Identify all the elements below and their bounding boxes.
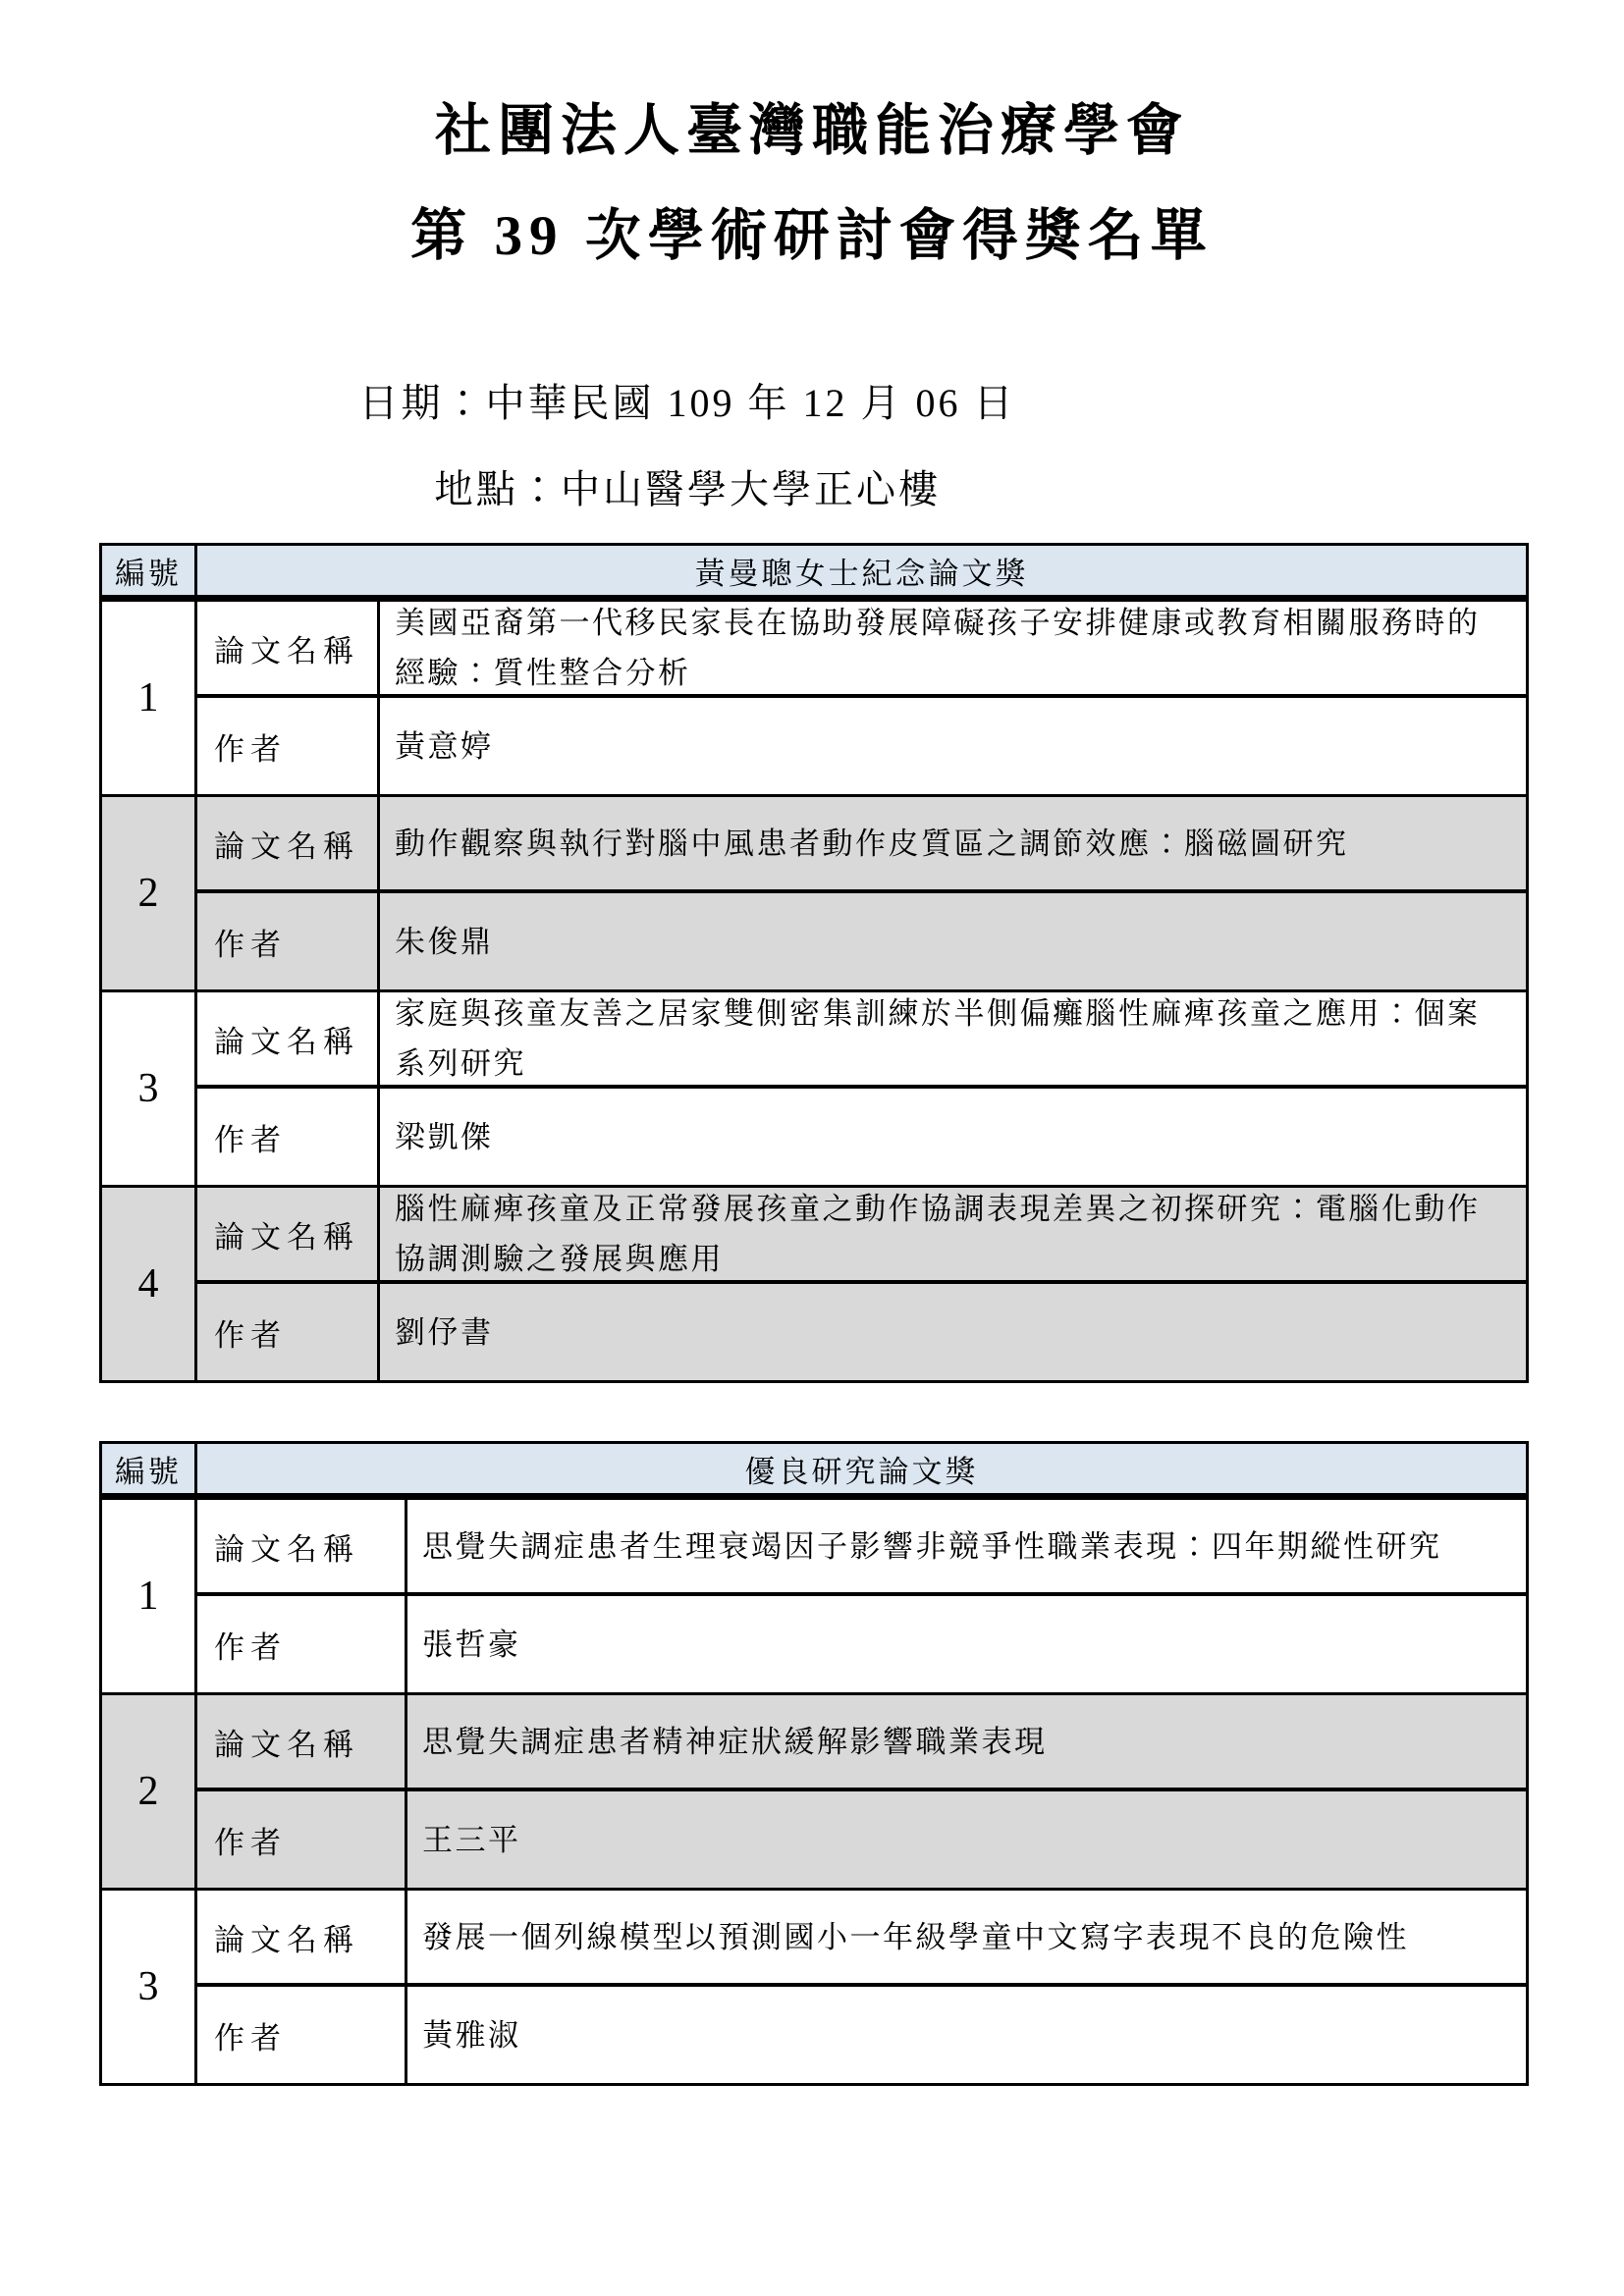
author-value: 朱俊鼎 xyxy=(395,924,494,959)
table-row xyxy=(102,1888,1526,2083)
author-value: 張哲豪 xyxy=(422,1627,521,1662)
paper-title-label: 論文名稱 xyxy=(197,1188,380,1284)
table-row xyxy=(102,1497,1526,1692)
date-line: 日期：中華民國 109 年 12 月 06 日 xyxy=(358,381,1016,425)
number-column-header: 編號 xyxy=(102,546,197,595)
entry-number: 1 xyxy=(102,602,197,794)
entry-number: 3 xyxy=(102,992,197,1185)
award-title-header: 黃曼聰女士紀念論文獎 xyxy=(694,556,1029,591)
paper-title-value: 動作觀察與執行對腦中風患者動作皮質區之調節效應：腦磁圖研究 xyxy=(380,797,1526,893)
table-row xyxy=(102,989,1526,1185)
author-label: 作者 xyxy=(197,698,380,794)
location-line: 地點：中山醫學大學正心樓 xyxy=(434,467,941,511)
document-title-line2: 第 39 次學術研討會得獎名單 xyxy=(410,205,1214,267)
entry-number: 3 xyxy=(102,1891,197,2083)
author-label: 作者 xyxy=(197,1987,407,2083)
paper-title-label: 論文名稱 xyxy=(197,992,380,1089)
document-title xyxy=(0,0,1624,289)
number-column-header: 編號 xyxy=(102,1444,197,1493)
paper-title-value: 發展一個列線模型以預測國小一年級學童中文寫字表現不良的危險性 xyxy=(407,1891,1526,1987)
author-value: 梁凱傑 xyxy=(395,1119,494,1154)
paper-title-label: 論文名稱 xyxy=(197,602,380,698)
author-label: 作者 xyxy=(197,1791,407,1888)
entry-number: 1 xyxy=(102,1500,197,1692)
table-header-row xyxy=(102,1444,1526,1497)
author-value: 黃意婷 xyxy=(395,728,494,764)
award-table-excellent-research xyxy=(99,1441,1529,2086)
table-row xyxy=(102,599,1526,794)
entry-number: 4 xyxy=(102,1188,197,1380)
paper-title-label: 論文名稱 xyxy=(197,797,380,893)
paper-title-label: 論文名稱 xyxy=(197,1695,407,1791)
paper-title-value: 美國亞裔第一代移民家長在協助發展障礙孩子安排健康或教育相關服務時的經驗：質性整合分析 xyxy=(380,602,1526,698)
author-label: 作者 xyxy=(197,1596,407,1692)
author-label: 作者 xyxy=(197,1284,380,1380)
author-value: 王三平 xyxy=(422,1822,521,1857)
entry-number: 2 xyxy=(102,1695,197,1888)
paper-title-label: 論文名稱 xyxy=(197,1891,407,1987)
document-title-line1: 社團法人臺灣職能治療學會 xyxy=(435,100,1189,162)
paper-title-label: 論文名稱 xyxy=(197,1500,407,1596)
paper-title-value: 思覺失調症患者生理衰竭因子影響非競爭性職業表現：四年期縱性研究 xyxy=(407,1500,1526,1596)
table-header-row xyxy=(102,546,1526,599)
table-row xyxy=(102,794,1526,989)
paper-title-value: 思覺失調症患者精神症狀緩解影響職業表現 xyxy=(407,1695,1526,1791)
meta-block xyxy=(0,379,1375,514)
award-title-header: 優良研究論文獎 xyxy=(744,1454,979,1489)
entry-number: 2 xyxy=(102,797,197,989)
author-label: 作者 xyxy=(197,893,380,989)
author-value: 劉伃書 xyxy=(395,1314,494,1350)
author-value: 黃雅淑 xyxy=(422,2017,521,2053)
table-row xyxy=(102,1185,1526,1380)
paper-title-value: 家庭與孩童友善之居家雙側密集訓練於半側偏癱腦性麻痺孩童之應用：個案系列研究 xyxy=(380,992,1526,1089)
paper-title-value: 腦性麻痺孩童及正常發展孩童之動作協調表現差異之初探研究：電腦化動作協調測驗之發展與應用 xyxy=(380,1188,1526,1284)
award-table-memorial-paper xyxy=(99,543,1529,1383)
author-label: 作者 xyxy=(197,1089,380,1185)
table-row xyxy=(102,1692,1526,1888)
